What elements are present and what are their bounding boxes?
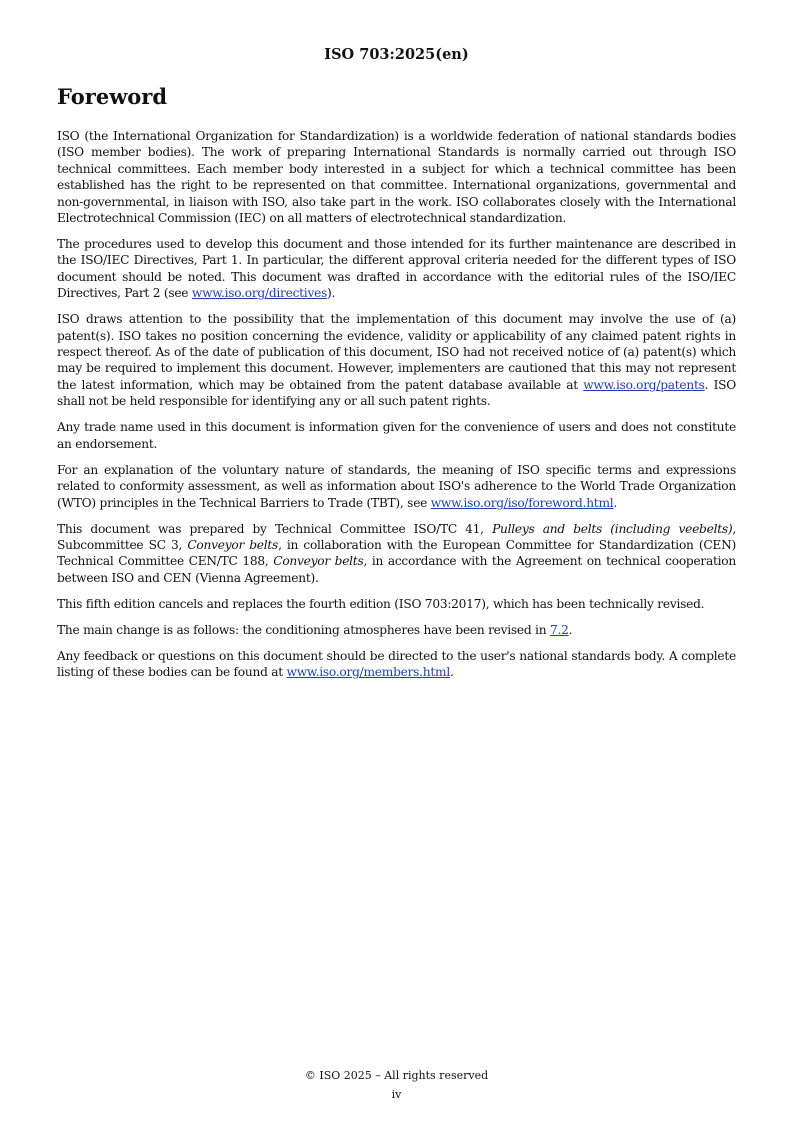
paragraph-procedures: The procedures used to develop this document and those intended for its further maintenance are described in the ISO/IEC Directives, Part 1. In particular, the different approval criteria needed for the different types of ISO document should be noted. This document was drafted in accordance with the editorial rules of the ISO/IEC Directives, Part 2 (see www.iso.org/directives). bbox=[57, 237, 736, 301]
paragraph-edition: This fifth edition cancels and replaces the fourth edition (ISO 703:2017), which has been technically revised. bbox=[57, 596, 705, 611]
paragraph-committee: This document was prepared by Technical Committee ISO/TC 41, Pulleys and belts (including veebelts), Subcommittee SC 3, Conveyor belts, in collaboration with the European Committee for Standardization (CEN) Technical Committee CEN/TC 188, Conveyor belts, in accordance with the Agreement on technical cooperation between ISO and CEN (Vienna Agreement). bbox=[57, 521, 736, 585]
foreword-body bbox=[57, 128, 736, 690]
document-header: ISO 703:2025(en) bbox=[324, 46, 469, 63]
clause-7-2-link[interactable]: 7.2 bbox=[549, 622, 569, 637]
patents-link[interactable]: www.iso.org/patents bbox=[583, 377, 705, 392]
paragraph-voluntary-nature: For an explanation of the voluntary nature of standards, the meaning of ISO specific terms and expressions related to conformity assessment, as well as information about ISO's adherence to the World Trade Organization (WTO) principles in the Technical Barriers to Trade (TBT), see www.iso.org/iso/foreword.html. bbox=[57, 462, 736, 510]
directives-link[interactable]: www.iso.org/directives bbox=[191, 286, 328, 301]
paragraph-feedback: Any feedback or questions on this document should be directed to the user's national standards body. A complete listing of these bodies can be found at www.iso.org/members.html. bbox=[57, 648, 736, 680]
page-footer bbox=[0, 1066, 793, 1104]
paragraph-iso-intro: ISO (the International Organization for Standardization) is a worldwide federation of national standards bodies (ISO member bodies). The work of preparing International Standards is normally carried out through ISO technical committees. Each member body interested in a subject for which a technical committee has been established has the right to be represented on that committee. International organizations, governmental and non-governmental, in liaison with ISO, also take part in the work. ISO collaborates closely with the International Electrotechnical Commission (IEC) on all matters of electrotechnical standardization. bbox=[57, 129, 736, 226]
members-link[interactable]: www.iso.org/members.html bbox=[286, 665, 450, 680]
page-number: iv bbox=[391, 1088, 402, 1101]
copyright-notice: © ISO 2025 – All rights reserved bbox=[304, 1069, 489, 1082]
page-title: Foreword bbox=[57, 84, 168, 109]
paragraph-main-change: The main change is as follows: the conditioning atmospheres have been revised in 7.2. bbox=[57, 622, 573, 637]
foreword-link[interactable]: www.iso.org/iso/foreword.html bbox=[430, 495, 614, 510]
paragraph-trade-name: Any trade name used in this document is information given for the convenience of users and does not constitute an endorsement. bbox=[57, 420, 736, 451]
paragraph-patents: ISO draws attention to the possibility that the implementation of this document may involve the use of (a) patent(s). ISO takes no position concerning the evidence, validity or applicability of any claimed patent rights in respect thereof. As of the date of publication of this document, ISO had not received notice of (a) patent(s) which may be required to implement this document. However, implementers are cautioned that this may not represent the latest information, which may be obtained from the patent database available at www.iso.org/patents. ISO shall not be held responsible for identifying any or all such patent rights. bbox=[57, 312, 736, 409]
